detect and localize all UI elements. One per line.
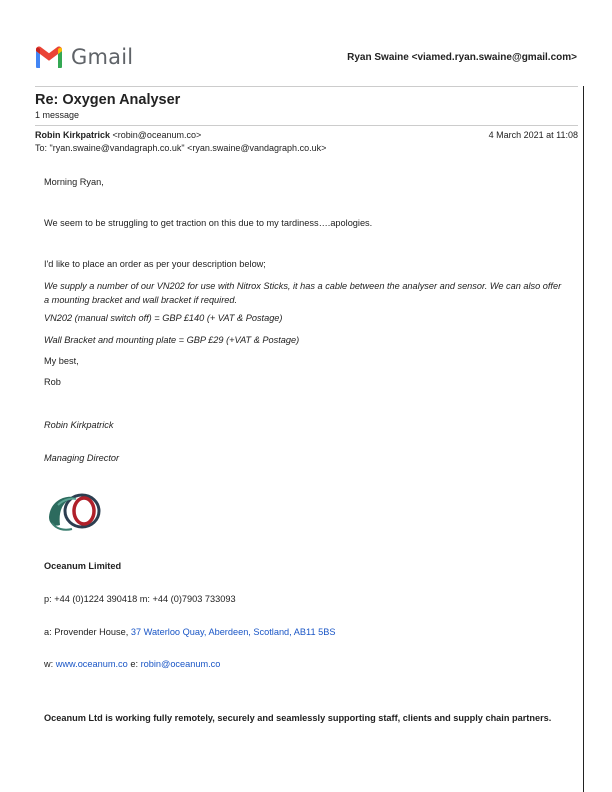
email-link[interactable]: robin@oceanum.co	[140, 659, 221, 669]
quote-1: We supply a number of our VN202 for use with Nitrox Sticks, it has a cable between the analyser and sensor. We can also offer a mounting bracket and wall bracket if required.	[44, 281, 562, 305]
company-name: Oceanum Limited	[44, 561, 122, 571]
recipient: To: "ryan.swaine@vandagraph.co.uk" <ryan.swaine@vandagraph.co.uk>	[35, 143, 327, 153]
message-date: 4 March 2021 at 11:08	[488, 130, 578, 140]
signature-name: Robin Kirkpatrick	[44, 420, 114, 430]
subject-divider	[35, 125, 578, 126]
greeting: Morning Ryan,	[44, 177, 104, 187]
signoff: My best,	[44, 356, 79, 366]
account-name: Ryan Swaine <viamed.ryan.swaine@gmail.com>	[347, 52, 577, 63]
gmail-wordmark: Gmail	[71, 45, 134, 69]
message-count: 1 message	[35, 110, 80, 120]
thread-subject: Re: Oxygen Analyser	[35, 92, 181, 108]
quote-2: VN202 (manual switch off) = GBP £140 (+ VAT & Postage)	[44, 313, 283, 323]
header-divider	[35, 86, 578, 87]
email-label: e:	[130, 659, 138, 669]
address-label: a: Provender House,	[44, 627, 129, 637]
web-label: w:	[44, 659, 54, 669]
sender-email: <robin@oceanum.co>	[112, 130, 202, 140]
oceanum-logo-icon	[44, 489, 104, 533]
gmail-m-icon	[34, 46, 64, 68]
paragraph-2: I'd like to place an order as per your description below;	[44, 259, 266, 269]
quote-3: Wall Bracket and mounting plate = GBP £29 (+VAT & Postage)	[44, 335, 300, 345]
contact-line	[44, 659, 220, 669]
paragraph-1: We seem to be struggling to get traction on this due to my tardiness….apologies.	[44, 218, 373, 228]
company-logo	[44, 489, 104, 533]
address-link[interactable]: 37 Waterloo Quay, Aberdeen, Scotland, AB11 5BS	[130, 627, 336, 637]
phone-line: p: +44 (0)1224 390418 m: +44 (0)7903 733093	[44, 594, 236, 604]
footer-note: Oceanum Ltd is working fully remotely, securely and seamlessly supporting staff, clients and supply chain partners.	[44, 713, 552, 723]
sender-name: Robin Kirkpatrick	[35, 130, 111, 140]
address-line	[44, 627, 335, 637]
signoff-name: Rob	[44, 377, 61, 387]
website-link[interactable]: www.oceanum.co	[55, 659, 128, 669]
gmail-logo	[34, 44, 134, 70]
sender	[35, 130, 201, 140]
page-edge-line	[583, 86, 584, 792]
signature-title: Managing Director	[44, 453, 120, 463]
